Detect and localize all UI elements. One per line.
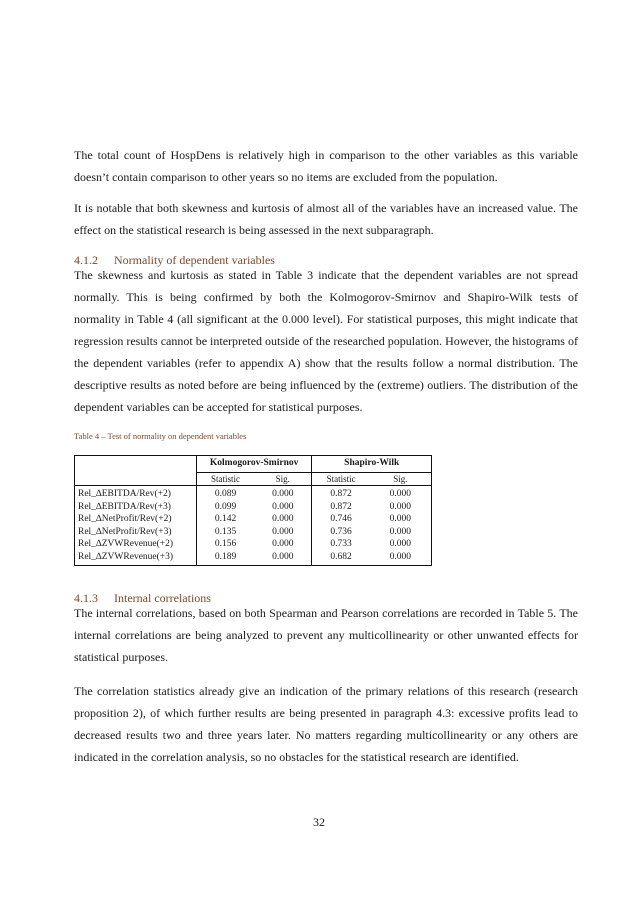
ks-statistic: 0.135 [196,526,254,539]
subheader-sig: Sig. [370,472,432,486]
ks-sig: 0.000 [272,526,294,537]
table-row [75,551,432,566]
paragraph-normality: The skewness and kurtosis as stated in Table 3 indicate that the dependent variables are not spread normally. This is being confirmed by both the Kolmogorov-Smirnov and Shapiro-Wilk tests of normality in Table 4 (all significant at the 0.000 level). For statistical purposes, this might indicate that regression results cannot be interpreted outside of the researched population. However, the histograms of the dependent variables (refer to appendix A) show that the results follow a normal distribution. The descriptive results as noted before are being influenced by the (extreme) outliers. The distribution of the dependent variables can be accepted for statistical purposes. [74,268,578,414]
ks-sig: 0.000 [272,514,294,524]
sw-sig: 0.000 [389,501,412,512]
ks-sig: 0.000 [272,539,294,549]
sw-statistic: 0.736 [312,526,370,539]
sw-sig: 0.000 [389,539,412,549]
group-header-sw: Shapiro-Wilk [312,456,432,473]
table-subheader-row [75,472,432,486]
section-title: Internal correlations [114,591,211,605]
table-row [75,513,432,526]
subheader-statistic: Statistic [312,472,370,486]
sw-statistic: 0.682 [312,551,370,566]
sw-sig: 0.000 [389,489,412,499]
section-number: 4.1.2 [74,253,98,267]
ks-sig: 0.000 [272,501,294,512]
table-row [75,486,432,501]
ks-statistic: 0.189 [196,551,254,566]
section-number: 4.1.3 [74,591,98,605]
paragraph-correlation-statistics: The correlation statistics already give an indication of the primary relations of this research (research proposition 2), of which further results are being presented in paragraph 4.3: excessive profits lead to decreased results two and three years later. No matters regarding multicollinearity or any others are indicated in the correlation analysis, so no obstacles for the statistical research are identified. [74,684,578,764]
row-label: Rel_∆NetProfit/Rev(+3) [75,526,197,539]
ks-statistic: 0.156 [196,538,254,551]
subheader-sig: Sig. [254,472,312,486]
table-row [75,501,432,514]
table-row [75,526,432,539]
table-row [75,538,432,551]
page-number: 32 [313,815,325,829]
table-caption: Table 4 – Test of normality on dependent variables [74,431,247,441]
sw-statistic: 0.872 [312,486,370,501]
sw-statistic: 0.746 [312,513,370,526]
sw-sig: 0.000 [389,514,412,524]
section-title: Normality of dependent variables [114,253,275,267]
ks-sig: 0.000 [272,551,294,562]
row-label: Rel_∆EBITDA/Rev(+2) [75,486,197,501]
sw-statistic: 0.872 [312,501,370,514]
row-label: Rel_∆NetProfit/Rev(+2) [75,513,197,526]
paragraph-skewness: It is notable that both skewness and kurtosis of almost all of the variables have an increased value. The effect on the statistical research is being assessed in the next subparagraph. [74,201,578,237]
normality-table [74,455,432,566]
sw-sig: 0.000 [389,526,412,537]
ks-statistic: 0.142 [196,513,254,526]
row-label: Rel_∆ZVWRevenue(+2) [75,538,197,551]
table-corner-cell [75,456,197,473]
row-label: Rel_∆ZVWRevenue(+3) [75,551,197,566]
ks-statistic: 0.089 [196,486,254,501]
paragraph-internal-correlations: The internal correlations, based on both Spearman and Pearson correlations are recorded in Table 5. The internal correlations are being analyzed to prevent any multicollinearity or other unwanted effects for statistical purposes. [74,606,578,664]
sw-sig: 0.000 [389,551,412,562]
subheader-statistic: Statistic [196,472,254,486]
group-header-ks: Kolmogorov-Smirnov [196,456,312,473]
sw-statistic: 0.733 [312,538,370,551]
paragraph-hospdens: The total count of HospDens is relatively high in comparison to the other variables as this variable doesn’t contain comparison to other years so no items are excluded from the population. [74,148,578,184]
ks-sig: 0.000 [272,489,294,499]
ks-statistic: 0.099 [196,501,254,514]
row-label: Rel_∆EBITDA/Rev(+3) [75,501,197,514]
table-group-header-row [75,456,432,473]
table-corner-cell [75,472,197,486]
